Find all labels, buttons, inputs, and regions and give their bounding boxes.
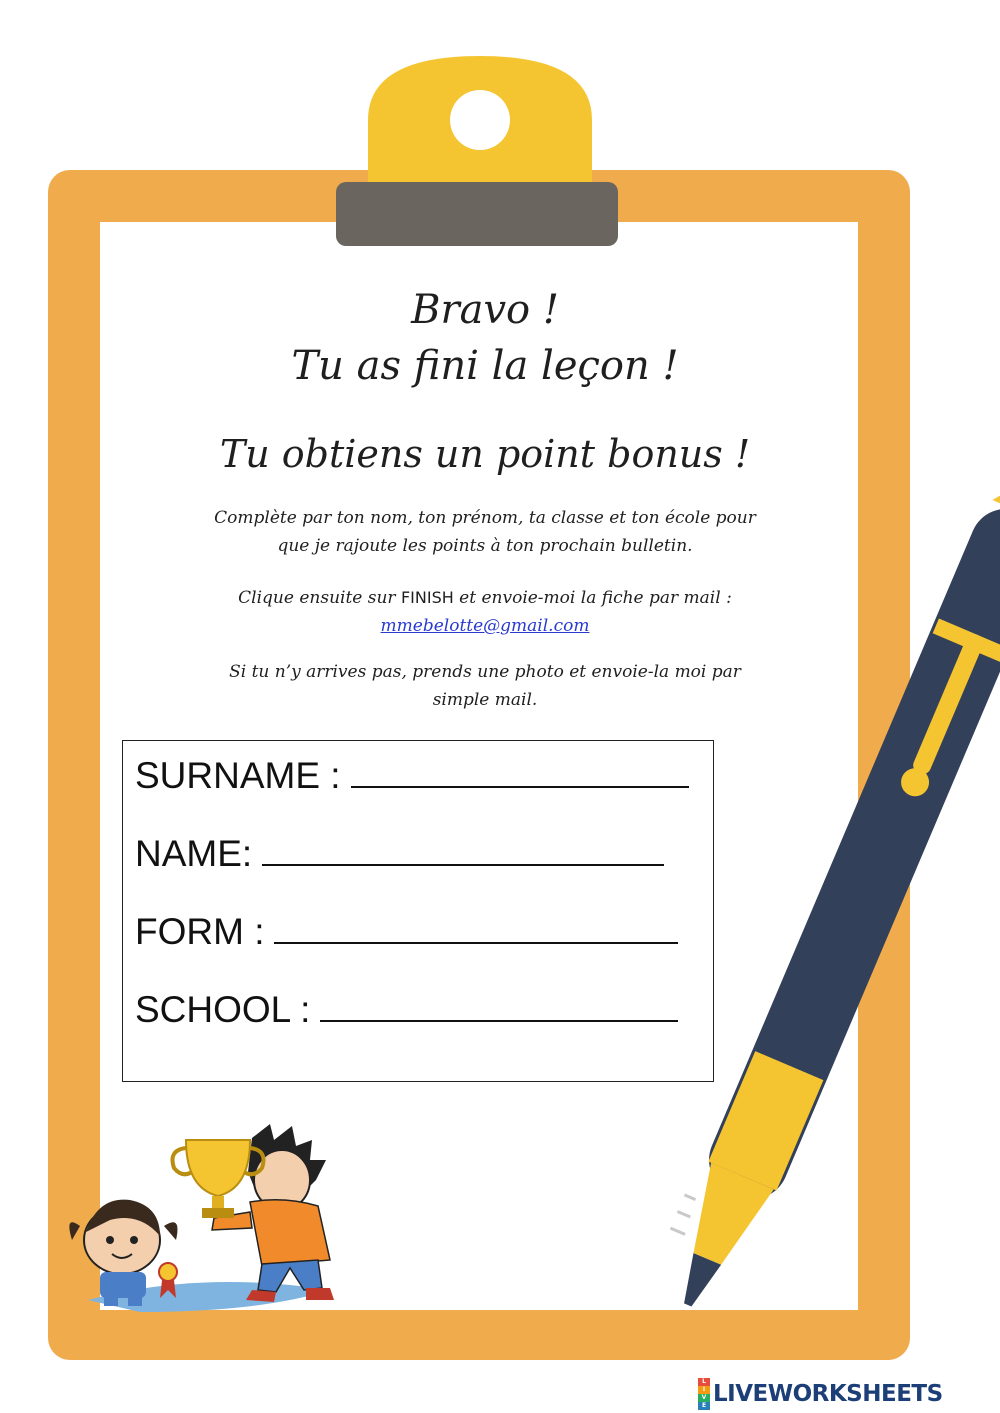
surname-label: SURNAME :	[135, 755, 341, 796]
finish-keyword: FINISH	[400, 588, 454, 607]
instruction-line: Si tu n’y arrives pas, prends une photo et envoie-la moi par	[229, 662, 741, 682]
school-input[interactable]	[320, 990, 678, 1022]
instruction-photo-fallback	[100, 658, 870, 714]
liveworksheets-logo	[698, 1378, 943, 1410]
surname-field	[135, 755, 689, 797]
instruction-line: simple mail.	[432, 690, 538, 710]
instruction-complete-info	[100, 504, 870, 560]
instruction-text: et envoie-moi la fiche par mail :	[453, 588, 732, 608]
name-field	[135, 833, 664, 875]
instruction-text: Clique ensuite sur	[238, 588, 401, 608]
student-info-form	[122, 740, 714, 1082]
school-field	[135, 989, 678, 1031]
live-badge-icon	[698, 1378, 710, 1410]
school-label: SCHOOL :	[135, 989, 311, 1030]
form-label: FORM :	[135, 911, 265, 952]
instruction-send-mail	[100, 584, 870, 640]
surname-input[interactable]	[351, 756, 689, 788]
instruction-line: que je rajoute les points à ton prochain bulletin.	[277, 536, 693, 556]
heading-bravo: Bravo !	[411, 287, 559, 333]
heading-lesson-finished: Tu as fini la leçon !	[291, 343, 679, 389]
form-input[interactable]	[274, 912, 678, 944]
heading-bonus-point: Tu obtiens un point bonus !	[219, 432, 751, 476]
logo-text: LIVEWORKSHEETS	[713, 1381, 943, 1407]
name-input[interactable]	[262, 834, 664, 866]
badge-letter: I	[698, 1386, 710, 1394]
form-field	[135, 911, 678, 953]
badge-letter: E	[698, 1402, 710, 1410]
instruction-line: Complète par ton nom, ton prénom, ta classe et ton école pour	[214, 508, 756, 528]
email-link[interactable]: mmebelotte@gmail.com	[380, 616, 590, 636]
badge-letter: L	[698, 1378, 710, 1386]
badge-letter: V	[698, 1394, 710, 1402]
name-label: NAME:	[135, 833, 253, 874]
